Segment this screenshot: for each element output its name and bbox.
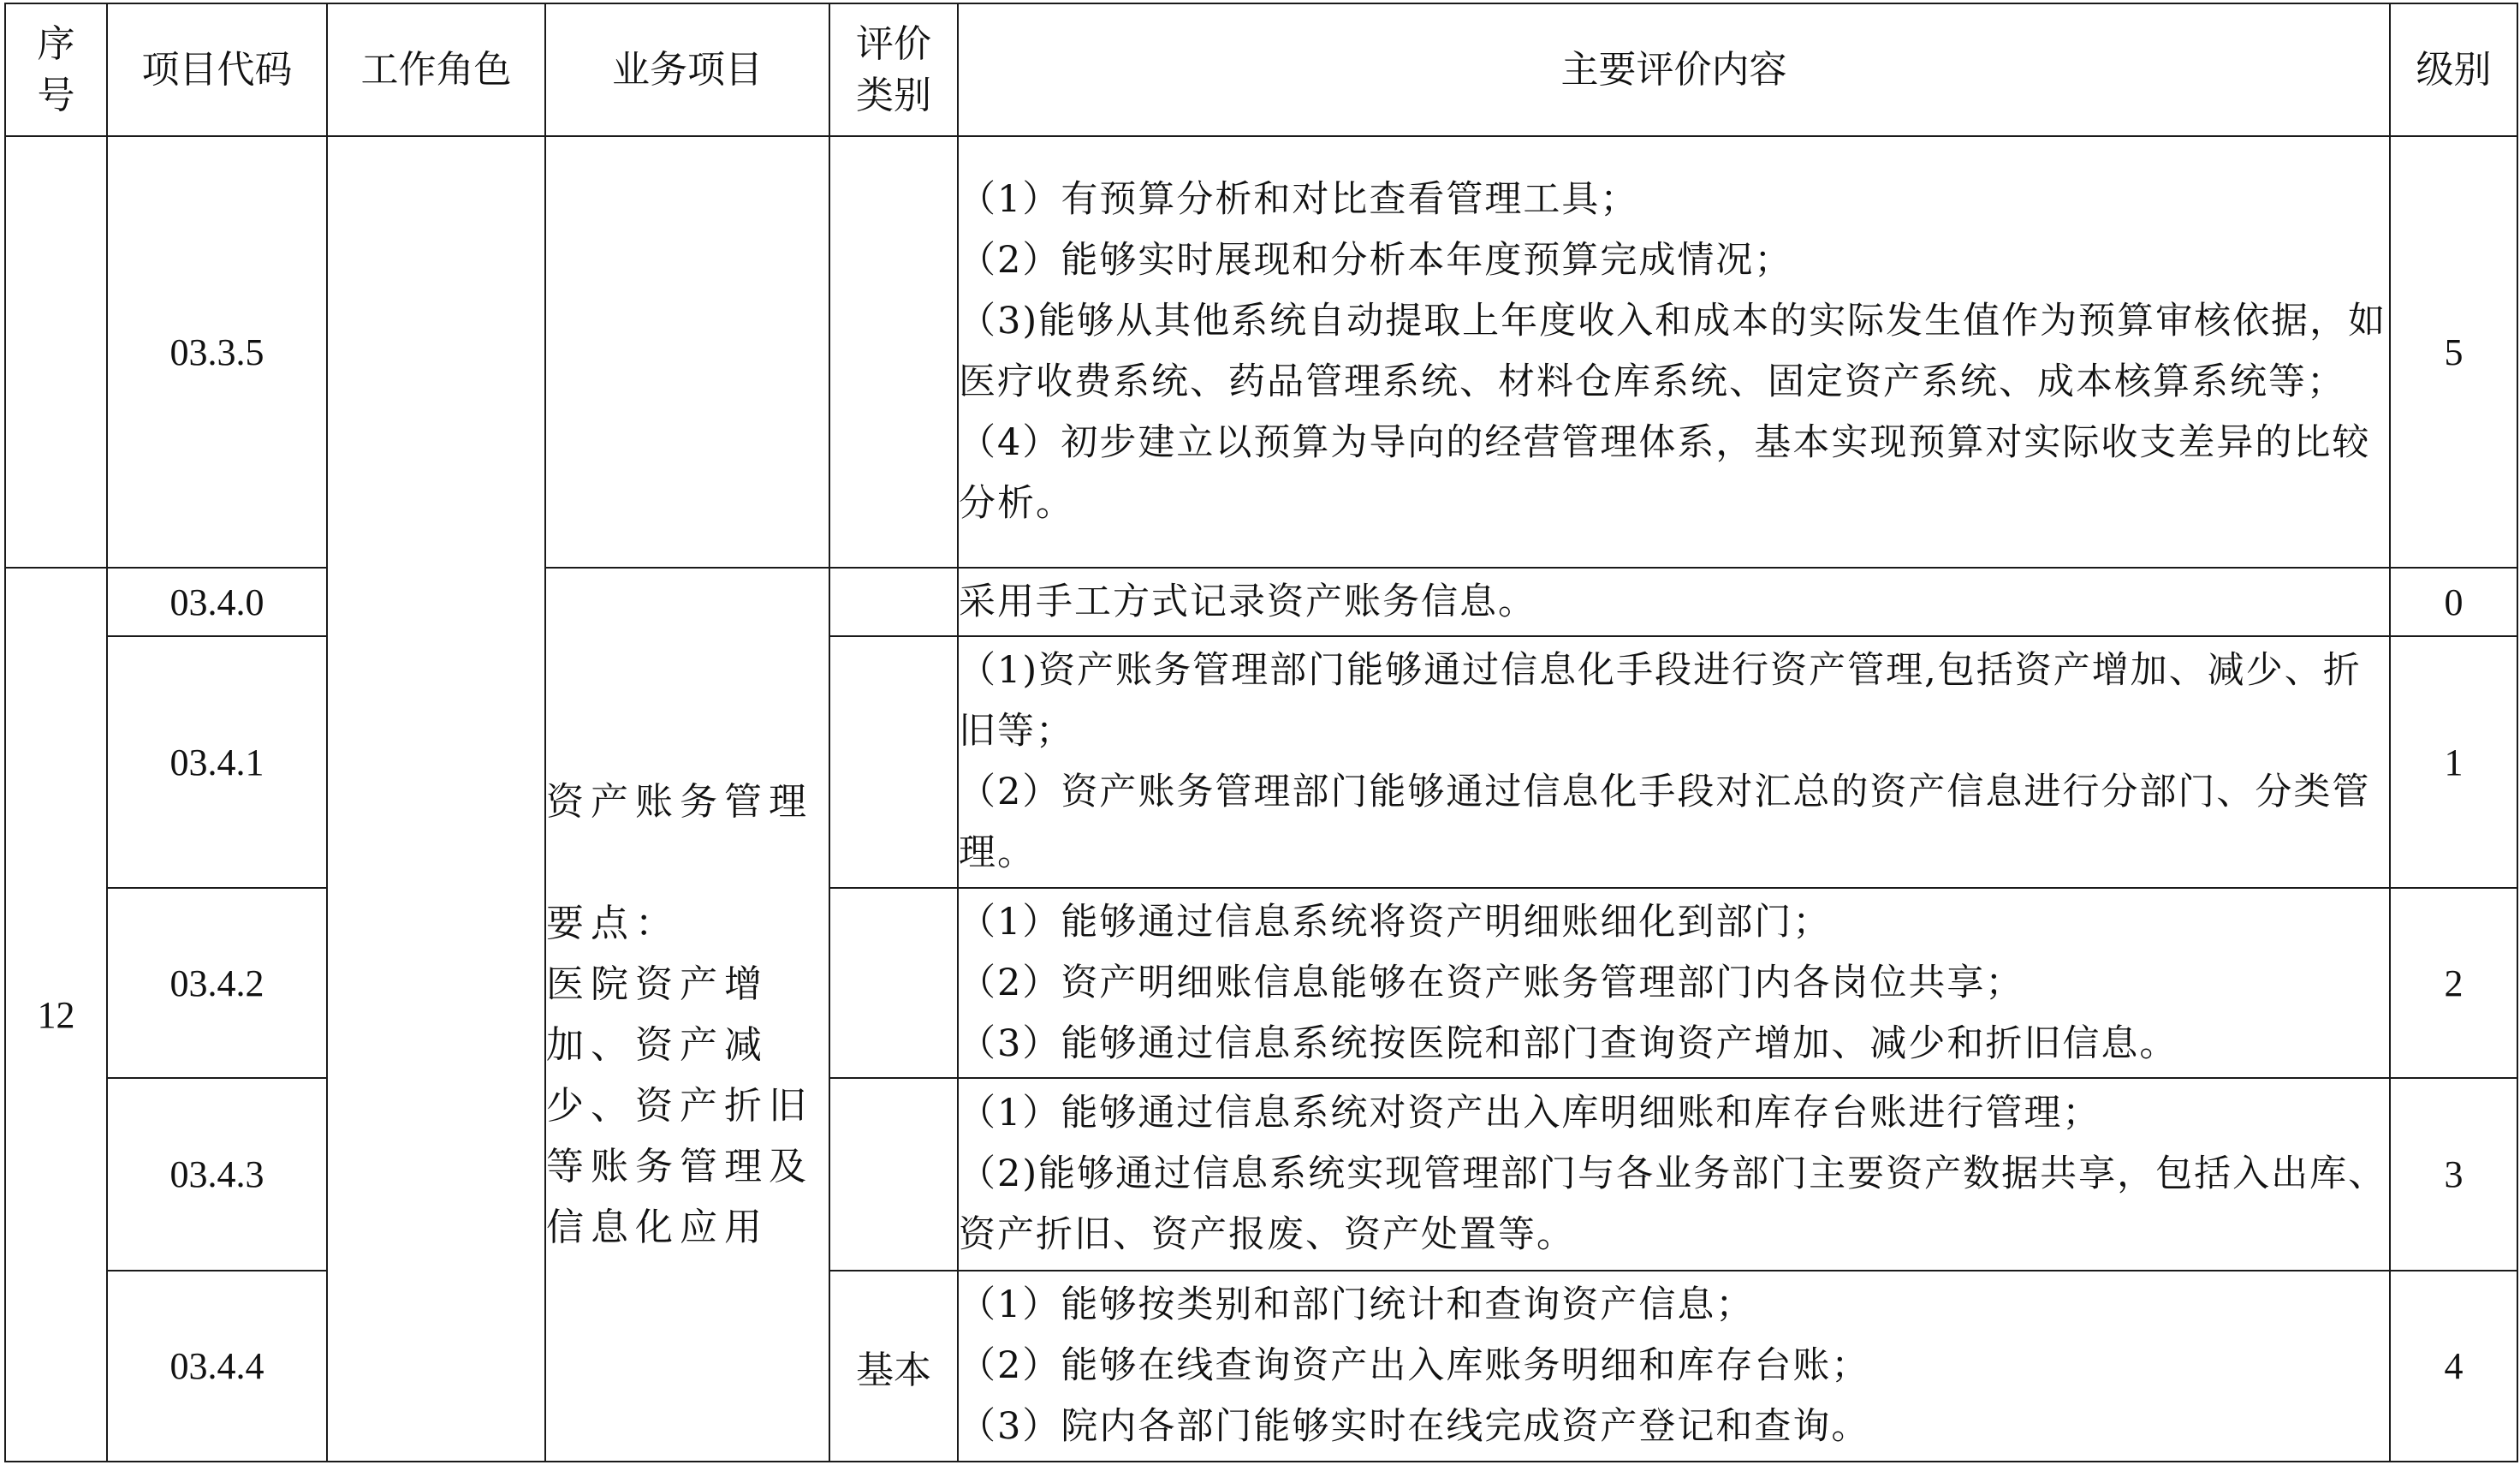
content-cell xyxy=(958,1271,2390,1462)
eval-type-cell xyxy=(829,568,958,636)
content-cell xyxy=(958,568,2390,636)
content-line: （2)能够通过信息系统实现管理部门与各业务部门主要资产数据共享，包括入出库、资产折旧、资产报废、资产处置等。 xyxy=(959,1152,2387,1256)
evaluation-table xyxy=(4,3,2518,1462)
level-cell: 2 xyxy=(2390,888,2517,1078)
content-cell xyxy=(958,636,2390,888)
content-line: （2）资产明细账信息能够在资产账务管理部门内各岗位共享； xyxy=(959,961,2024,1004)
eval-type-cell xyxy=(829,888,958,1078)
content-line: （3）院内各部门能够实时在线完成资产登记和查询。 xyxy=(959,1405,1870,1448)
content-line: （1）有预算分析和对比查看管理工具； xyxy=(959,178,1639,221)
header-content: 主要评价内容 xyxy=(958,3,2390,136)
content-line: （2）资产账务管理部门能够通过信息化手段对汇总的资产信息进行分部门、分类管理。 xyxy=(959,771,2371,874)
header-level: 级别 xyxy=(2390,3,2517,136)
business-points: 医院资产增加、资产减少、资产折旧等账务管理及信息化应用 xyxy=(546,962,813,1249)
eval-type-cell xyxy=(829,136,958,568)
level-cell: 5 xyxy=(2390,136,2517,568)
business-points-label: 要点： xyxy=(546,902,680,945)
eval-type-cell: 基本 xyxy=(829,1271,958,1462)
level-cell: 1 xyxy=(2390,636,2517,888)
business-title: 资产账务管理 xyxy=(546,780,813,824)
header-code: 项目代码 xyxy=(107,3,327,136)
content-cell xyxy=(958,136,2390,568)
content-line: 采用手工方式记录资产账务信息。 xyxy=(959,580,1536,623)
content-line: （3)能够从其他系统自动提取上年度收入和成本的实际发生值作为预算审核依据，如医疗收费系统、药品管理系统、材料仓库系统、固定资产系统、成本核算系统等； xyxy=(959,300,2387,403)
level-cell: 4 xyxy=(2390,1271,2517,1462)
content-line: （3）能够通过信息系统按医院和部门查询资产增加、减少和折旧信息。 xyxy=(959,1021,2178,1065)
level-cell: 3 xyxy=(2390,1078,2517,1271)
level-cell: 0 xyxy=(2390,568,2517,636)
content-line: （2）能够在线查询资产出入库账务明细和库存台账； xyxy=(959,1344,1870,1387)
business-cell xyxy=(545,568,829,1462)
content-line: （1）能够通过信息系统将资产明细账细化到部门； xyxy=(959,900,1832,944)
content-line: （4）初步建立以预算为导向的经营管理体系，基本实现预算对实际收支差异的比较分析。 xyxy=(959,421,2371,525)
code-cell: 03.4.3 xyxy=(107,1078,327,1271)
header-eval-type: 评价类别 xyxy=(829,3,958,136)
seq-cell: 12 xyxy=(5,568,107,1462)
header-seq: 序号 xyxy=(5,3,107,136)
eval-type-cell xyxy=(829,636,958,888)
code-cell: 03.3.5 xyxy=(107,136,327,568)
seq-cell xyxy=(5,136,107,568)
content-line: （2）能够实时展现和分析本年度预算完成情况； xyxy=(959,239,1793,282)
eval-type-cell xyxy=(829,1078,958,1271)
content-line: （1）能够按类别和部门统计和查询资产信息； xyxy=(959,1283,1755,1326)
content-cell xyxy=(958,1078,2390,1271)
code-cell: 03.4.2 xyxy=(107,888,327,1078)
content-cell xyxy=(958,888,2390,1078)
content-line: （1)资产账务管理部门能够通过信息化手段进行资产管理,包括资产增加、减少、折旧等； xyxy=(959,649,2362,753)
header-role: 工作角色 xyxy=(327,3,545,136)
code-cell: 03.4.4 xyxy=(107,1271,327,1462)
content-line: （1）能够通过信息系统对资产出入库明细账和库存台账进行管理； xyxy=(959,1092,2101,1134)
code-cell: 03.4.1 xyxy=(107,636,327,888)
role-cell xyxy=(327,136,545,1462)
header-business: 业务项目 xyxy=(545,3,829,136)
table-row xyxy=(5,136,2517,568)
table-header-row xyxy=(5,3,2517,136)
code-cell: 03.4.0 xyxy=(107,568,327,636)
business-cell xyxy=(545,136,829,568)
